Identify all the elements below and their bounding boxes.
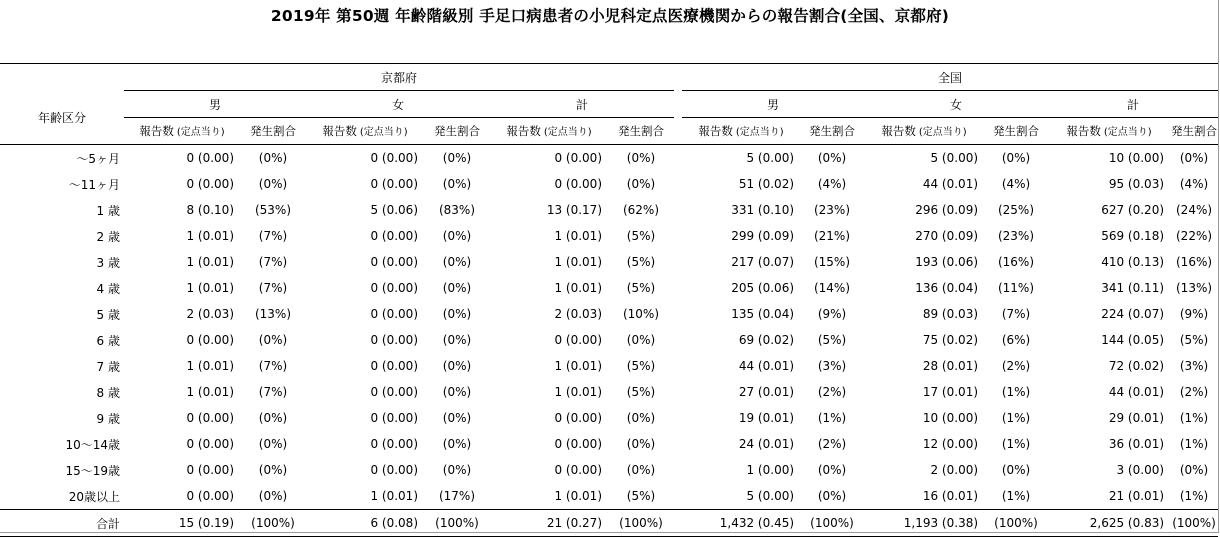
rate-cell: (0%): [442, 307, 472, 321]
rate-cell: (0%): [258, 177, 288, 191]
rate-cell: (53%): [254, 203, 292, 217]
count-cell: 3 (0.00): [1116, 463, 1165, 477]
count-cell: 69 (0.02): [738, 333, 795, 347]
count-cell: 1 (0.01): [186, 281, 234, 295]
rate-cell: (100%): [608, 510, 674, 537]
rate-cell: (7%): [258, 229, 288, 243]
rate-cell: (0%): [1179, 463, 1209, 477]
count-cell: 1 (0.01): [554, 281, 602, 295]
rate-cell: (0%): [626, 333, 656, 347]
rate-cell: (25%): [997, 203, 1035, 217]
count-cell: 0 (0.00): [554, 177, 602, 191]
count-cell: 0 (0.00): [186, 489, 234, 503]
rate-cell: (83%): [438, 203, 476, 217]
count-cell: 2 (0.03): [554, 307, 602, 321]
age-cell: 10～14歳: [65, 437, 120, 452]
rate-cell: (4%): [1179, 177, 1209, 191]
count-cell: 0 (0.00): [370, 151, 418, 165]
rate-cell: (0%): [817, 151, 847, 165]
table-row: [0, 431, 1218, 457]
region-header-kyoto: 京都府: [124, 64, 674, 91]
count-cell: 10 (0.00): [1108, 151, 1165, 165]
rate-cell: (13%): [254, 307, 292, 321]
rate-cell: (0%): [626, 151, 656, 165]
kyoto-male-rate-header: 発生割合: [240, 118, 306, 145]
count-cell: 410 (0.13): [1101, 255, 1165, 269]
count-cell: 1 (0.00): [746, 463, 795, 477]
national-male-header: 男: [682, 91, 864, 118]
rate-cell: (0%): [258, 489, 288, 503]
count-cell: 5 (0.06): [370, 203, 418, 217]
count-cell: 51 (0.02): [738, 177, 795, 191]
rate-cell: (1%): [1001, 489, 1031, 503]
national-total-reports-header: 報告数 (定点当り): [1048, 118, 1170, 145]
national-male-reports-header: 報告数 (定点当り): [682, 118, 800, 145]
table-row: [0, 145, 1218, 172]
header-corner: [0, 64, 124, 91]
national-total-rate-header: 発生割合: [1170, 118, 1218, 145]
table-row: [0, 249, 1218, 275]
rate-cell: (5%): [626, 489, 656, 503]
rate-cell: (1%): [817, 411, 847, 425]
rate-cell: (16%): [1176, 255, 1213, 269]
rate-cell: (5%): [1179, 333, 1209, 347]
rate-cell: (0%): [442, 385, 472, 399]
table-row: [0, 223, 1218, 249]
kyoto-female-header: 女: [306, 91, 490, 118]
count-cell: 0 (0.00): [186, 437, 234, 451]
rate-cell: (23%): [813, 203, 851, 217]
kyoto-total-rate-header: 発生割合: [608, 118, 674, 145]
count-cell: 0 (0.00): [554, 463, 602, 477]
count-cell: 1 (0.01): [186, 255, 234, 269]
age-cell: ～5ヶ月: [76, 151, 120, 166]
count-cell: 13 (0.17): [546, 203, 602, 217]
count-cell: 1 (0.01): [554, 489, 602, 503]
count-cell: 16 (0.01): [922, 489, 979, 503]
count-cell: 0 (0.00): [186, 411, 234, 425]
rate-cell: (0%): [442, 255, 472, 269]
count-cell: 5 (0.00): [746, 489, 795, 503]
rate-cell: (0%): [258, 333, 288, 347]
count-cell: 1 (0.01): [554, 385, 602, 399]
count-cell: 44 (0.01): [738, 359, 795, 373]
rate-cell: (0%): [626, 437, 656, 451]
rate-cell: (22%): [1176, 229, 1213, 243]
count-cell: 24 (0.01): [738, 437, 795, 451]
rate-cell: (0%): [442, 151, 472, 165]
rate-cell: (0%): [626, 411, 656, 425]
age-cell: 1 歳: [96, 203, 120, 218]
count-cell: 0 (0.00): [186, 333, 234, 347]
count-cell: 1,432 (0.45): [682, 510, 800, 537]
count-cell: 0 (0.00): [554, 411, 602, 425]
rate-cell: (11%): [997, 281, 1035, 295]
rate-cell: (1%): [1001, 385, 1031, 399]
count-cell: 299 (0.09): [731, 229, 795, 243]
count-cell: 75 (0.02): [922, 333, 979, 347]
rate-cell: (100%): [800, 510, 864, 537]
count-cell: 21 (0.01): [1108, 489, 1165, 503]
rate-cell: (7%): [258, 281, 288, 295]
age-cell: 合計: [0, 510, 124, 537]
kyoto-total-reports-header: 報告数 (定点当り): [490, 118, 608, 145]
count-cell: 8 (0.10): [186, 203, 234, 217]
rate-cell: (1%): [1179, 411, 1209, 425]
count-cell: 27 (0.01): [738, 385, 795, 399]
count-cell: 144 (0.05): [1101, 333, 1165, 347]
count-cell: 72 (0.02): [1108, 359, 1165, 373]
kyoto-total-header: 計: [490, 91, 674, 118]
rate-cell: (6%): [1001, 333, 1031, 347]
count-cell: 0 (0.00): [186, 463, 234, 477]
rate-cell: (5%): [626, 229, 656, 243]
count-cell: 1 (0.01): [554, 255, 602, 269]
count-cell: 95 (0.03): [1108, 177, 1165, 191]
rate-cell: (5%): [626, 385, 656, 399]
rate-cell: (5%): [626, 255, 656, 269]
count-cell: 44 (0.01): [922, 177, 979, 191]
count-cell: 15 (0.19): [124, 510, 240, 537]
rate-cell: (0%): [258, 411, 288, 425]
age-cell: 3 歳: [96, 255, 120, 270]
rate-cell: (7%): [258, 385, 288, 399]
rate-cell: (0%): [1001, 151, 1031, 165]
rate-cell: (0%): [1001, 463, 1031, 477]
table-row: [0, 327, 1218, 353]
age-group-header: 年齢区分: [0, 91, 124, 145]
count-cell: 0 (0.00): [370, 437, 418, 451]
rate-cell: (14%): [813, 281, 851, 295]
national-female-header: 女: [864, 91, 1048, 118]
age-cell: 4 歳: [96, 281, 120, 296]
national-female-rate-header: 発生割合: [984, 118, 1048, 145]
kyoto-male-reports-header: 報告数 (定点当り): [124, 118, 240, 145]
rate-cell: (0%): [626, 177, 656, 191]
rate-cell: (0%): [442, 463, 472, 477]
count-cell: 6 (0.08): [306, 510, 424, 537]
rate-cell: (1%): [1179, 437, 1209, 451]
count-cell: 1 (0.01): [186, 229, 234, 243]
rate-cell: (0%): [817, 489, 847, 503]
rate-cell: (5%): [626, 359, 656, 373]
age-cell: 2 歳: [96, 229, 120, 244]
count-cell: 569 (0.18): [1101, 229, 1165, 243]
rate-cell: (2%): [817, 437, 847, 451]
region-header-national: 全国: [682, 64, 1218, 91]
age-cell: 9 歳: [96, 411, 120, 426]
count-cell: 89 (0.03): [922, 307, 979, 321]
count-cell: 205 (0.06): [731, 281, 795, 295]
count-cell: 0 (0.00): [370, 385, 418, 399]
table-row: [0, 301, 1218, 327]
table-row: [0, 457, 1218, 483]
count-cell: 0 (0.00): [370, 411, 418, 425]
count-cell: 2 (0.03): [186, 307, 234, 321]
rate-cell: (100%): [240, 510, 306, 537]
rate-cell: (7%): [258, 255, 288, 269]
count-cell: 0 (0.00): [370, 359, 418, 373]
national-male-rate-header: 発生割合: [800, 118, 864, 145]
count-cell: 331 (0.10): [731, 203, 795, 217]
kyoto-female-rate-header: 発生割合: [424, 118, 490, 145]
rate-cell: (2%): [817, 385, 847, 399]
rate-cell: (100%): [424, 510, 490, 537]
rate-cell: (0%): [258, 151, 288, 165]
age-cell: 6 歳: [96, 333, 120, 348]
count-cell: 21 (0.27): [490, 510, 608, 537]
count-cell: 2,625 (0.83): [1048, 510, 1170, 537]
rate-cell: (0%): [442, 229, 472, 243]
table-row: [0, 483, 1218, 510]
rate-cell: (17%): [438, 489, 476, 503]
count-cell: 0 (0.00): [554, 333, 602, 347]
rate-cell: (62%): [622, 203, 660, 217]
count-cell: 0 (0.00): [554, 151, 602, 165]
count-cell: 1 (0.01): [186, 385, 234, 399]
rate-cell: (7%): [1001, 307, 1031, 321]
count-cell: 1 (0.01): [186, 359, 234, 373]
rate-cell: (7%): [258, 359, 288, 373]
rate-cell: (2%): [1179, 385, 1209, 399]
rate-cell: (3%): [817, 359, 847, 373]
count-cell: 217 (0.07): [731, 255, 795, 269]
rate-cell: (16%): [997, 255, 1035, 269]
rate-cell: (5%): [817, 333, 847, 347]
national-total-header: 計: [1048, 91, 1218, 118]
rate-cell: (100%): [984, 510, 1048, 537]
count-cell: 0 (0.00): [554, 437, 602, 451]
table-row: [0, 197, 1218, 223]
age-cell: 20歳以上: [68, 489, 120, 504]
count-cell: 270 (0.09): [915, 229, 979, 243]
count-cell: 10 (0.00): [922, 411, 979, 425]
count-cell: 28 (0.01): [922, 359, 979, 373]
table-row: [0, 171, 1218, 197]
rate-cell: (0%): [817, 463, 847, 477]
page-title: 2019年 第50週 年齢階級別 手足口病患者の小児科定点医療機関からの報告割合(全国、京都府): [270, 7, 950, 25]
count-cell: 136 (0.04): [915, 281, 979, 295]
count-cell: 0 (0.00): [186, 151, 234, 165]
count-cell: 17 (0.01): [922, 385, 979, 399]
count-cell: 5 (0.00): [930, 151, 979, 165]
rate-cell: (0%): [258, 437, 288, 451]
count-cell: 296 (0.09): [915, 203, 979, 217]
count-cell: 5 (0.00): [746, 151, 795, 165]
kyoto-female-reports-header: 報告数 (定点当り): [306, 118, 424, 145]
rate-cell: (9%): [817, 307, 847, 321]
rate-cell: (15%): [813, 255, 851, 269]
rate-cell: (0%): [442, 177, 472, 191]
age-cell: 15～19歳: [65, 463, 120, 478]
count-cell: 1 (0.01): [554, 229, 602, 243]
count-cell: 2 (0.00): [930, 463, 979, 477]
rate-cell: (0%): [442, 333, 472, 347]
count-cell: 1 (0.01): [554, 359, 602, 373]
rate-cell: (0%): [626, 463, 656, 477]
table-row: [0, 405, 1218, 431]
count-cell: 0 (0.00): [370, 229, 418, 243]
rate-cell: (4%): [1001, 177, 1031, 191]
rate-cell: (9%): [1179, 307, 1209, 321]
count-cell: 0 (0.00): [370, 463, 418, 477]
count-cell: 135 (0.04): [731, 307, 795, 321]
count-cell: 36 (0.01): [1108, 437, 1165, 451]
rate-cell: (24%): [1176, 203, 1213, 217]
count-cell: 193 (0.06): [915, 255, 979, 269]
rate-cell: (1%): [1001, 437, 1031, 451]
rate-cell: (2%): [1001, 359, 1031, 373]
count-cell: 0 (0.00): [370, 255, 418, 269]
rate-cell: (0%): [442, 281, 472, 295]
count-cell: 627 (0.20): [1101, 203, 1165, 217]
rate-cell: (100%): [1170, 510, 1218, 537]
age-cell: ～11ヶ月: [68, 177, 120, 192]
rate-cell: (0%): [442, 437, 472, 451]
rate-cell: (0%): [442, 359, 472, 373]
count-cell: 29 (0.01): [1108, 411, 1165, 425]
rate-cell: (0%): [258, 463, 288, 477]
count-cell: 0 (0.00): [370, 177, 418, 191]
rate-cell: (4%): [817, 177, 847, 191]
rate-cell: (0%): [1179, 151, 1209, 165]
age-cell: 8 歳: [96, 385, 120, 400]
count-cell: 0 (0.00): [186, 177, 234, 191]
table-row: [0, 353, 1218, 379]
age-cell: 5 歳: [96, 307, 120, 322]
count-cell: 341 (0.11): [1101, 281, 1165, 295]
total-row: [0, 510, 1218, 537]
rate-cell: (10%): [622, 307, 660, 321]
rate-cell: (3%): [1179, 359, 1209, 373]
table-row: [0, 379, 1218, 405]
rate-cell: (21%): [813, 229, 851, 243]
count-cell: 12 (0.00): [922, 437, 979, 451]
table-row: [0, 275, 1218, 301]
count-cell: 1,193 (0.38): [864, 510, 984, 537]
national-female-reports-header: 報告数 (定点当り): [864, 118, 984, 145]
rate-cell: (5%): [626, 281, 656, 295]
report-table: [0, 63, 1218, 537]
count-cell: 19 (0.01): [738, 411, 795, 425]
count-cell: 0 (0.00): [370, 307, 418, 321]
age-cell: 7 歳: [96, 359, 120, 374]
count-cell: 1 (0.01): [370, 489, 418, 503]
count-cell: 224 (0.07): [1101, 307, 1165, 321]
count-cell: 44 (0.01): [1108, 385, 1165, 399]
rate-cell: (13%): [1176, 281, 1213, 295]
rate-cell: (1%): [1001, 411, 1031, 425]
count-cell: 0 (0.00): [370, 333, 418, 347]
rate-cell: (0%): [442, 411, 472, 425]
kyoto-male-header: 男: [124, 91, 306, 118]
count-cell: 0 (0.00): [370, 281, 418, 295]
rate-cell: (23%): [997, 229, 1035, 243]
rate-cell: (1%): [1179, 489, 1209, 503]
